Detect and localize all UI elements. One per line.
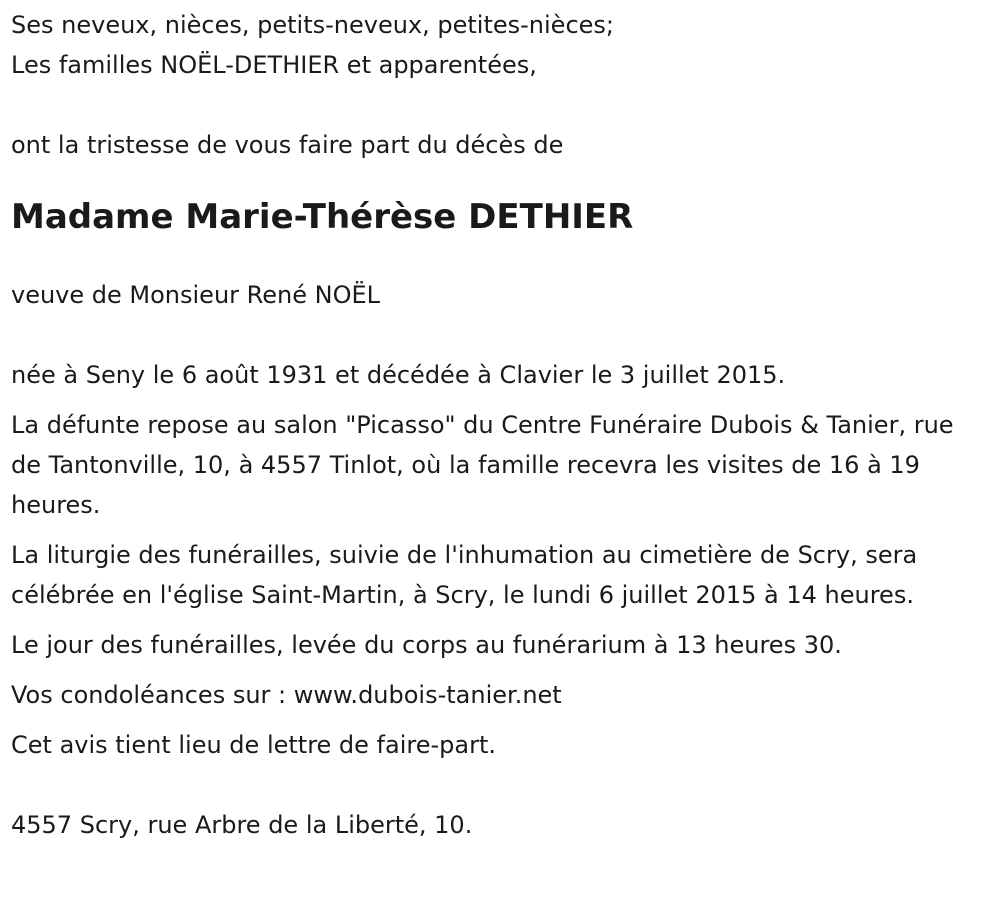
liturgy-paragraph: La liturgie des funérailles, suivie de l'inhumation au cimetière de Scry, sera célébrée en l'église Saint-Martin, à Scry, le lundi 6 juillet 2015 à 14 heures. [11,541,918,609]
obituary-notice [11,0,986,845]
spacer [11,315,986,355]
intro-line-2: Les familles NOËL-DETHIER et apparentées, [11,51,537,79]
condolences-text: Vos condoléances sur : www.dubois-tanier.net [11,681,562,709]
spacer [11,395,986,405]
spacer [11,242,986,275]
widow-of-text: veuve de Monsieur René NOËL [11,281,380,309]
announcement-text: ont la tristesse de vous faire part du décès de [11,131,564,159]
spacer [11,765,986,805]
spacer [11,165,986,192]
birth-death-text: née à Seny le 6 août 1931 et décédée à Clavier le 3 juillet 2015. [11,361,786,389]
spacer [11,665,986,675]
spacer [11,525,986,535]
levee-text: Le jour des funérailles, levée du corps au funérarium à 13 heures 30. [11,631,842,659]
notice-note-text: Cet avis tient lieu de lettre de faire-part. [11,731,496,759]
repose-paragraph: La défunte repose au salon "Picasso" du Centre Funéraire Dubois & Tanier, rue de Tantonville, 10, à 4557 Tinlot, où la famille recevra les visites de 16 à 19 heures. [11,411,954,519]
address-text: 4557 Scry, rue Arbre de la Liberté, 10. [11,811,473,839]
spacer [11,85,986,125]
deceased-name: Madame Marie-Thérèse DETHIER [11,197,634,237]
spacer [11,715,986,725]
intro-line-1: Ses neveux, nièces, petits-neveux, petites-nièces; [11,11,614,39]
spacer [11,615,986,625]
